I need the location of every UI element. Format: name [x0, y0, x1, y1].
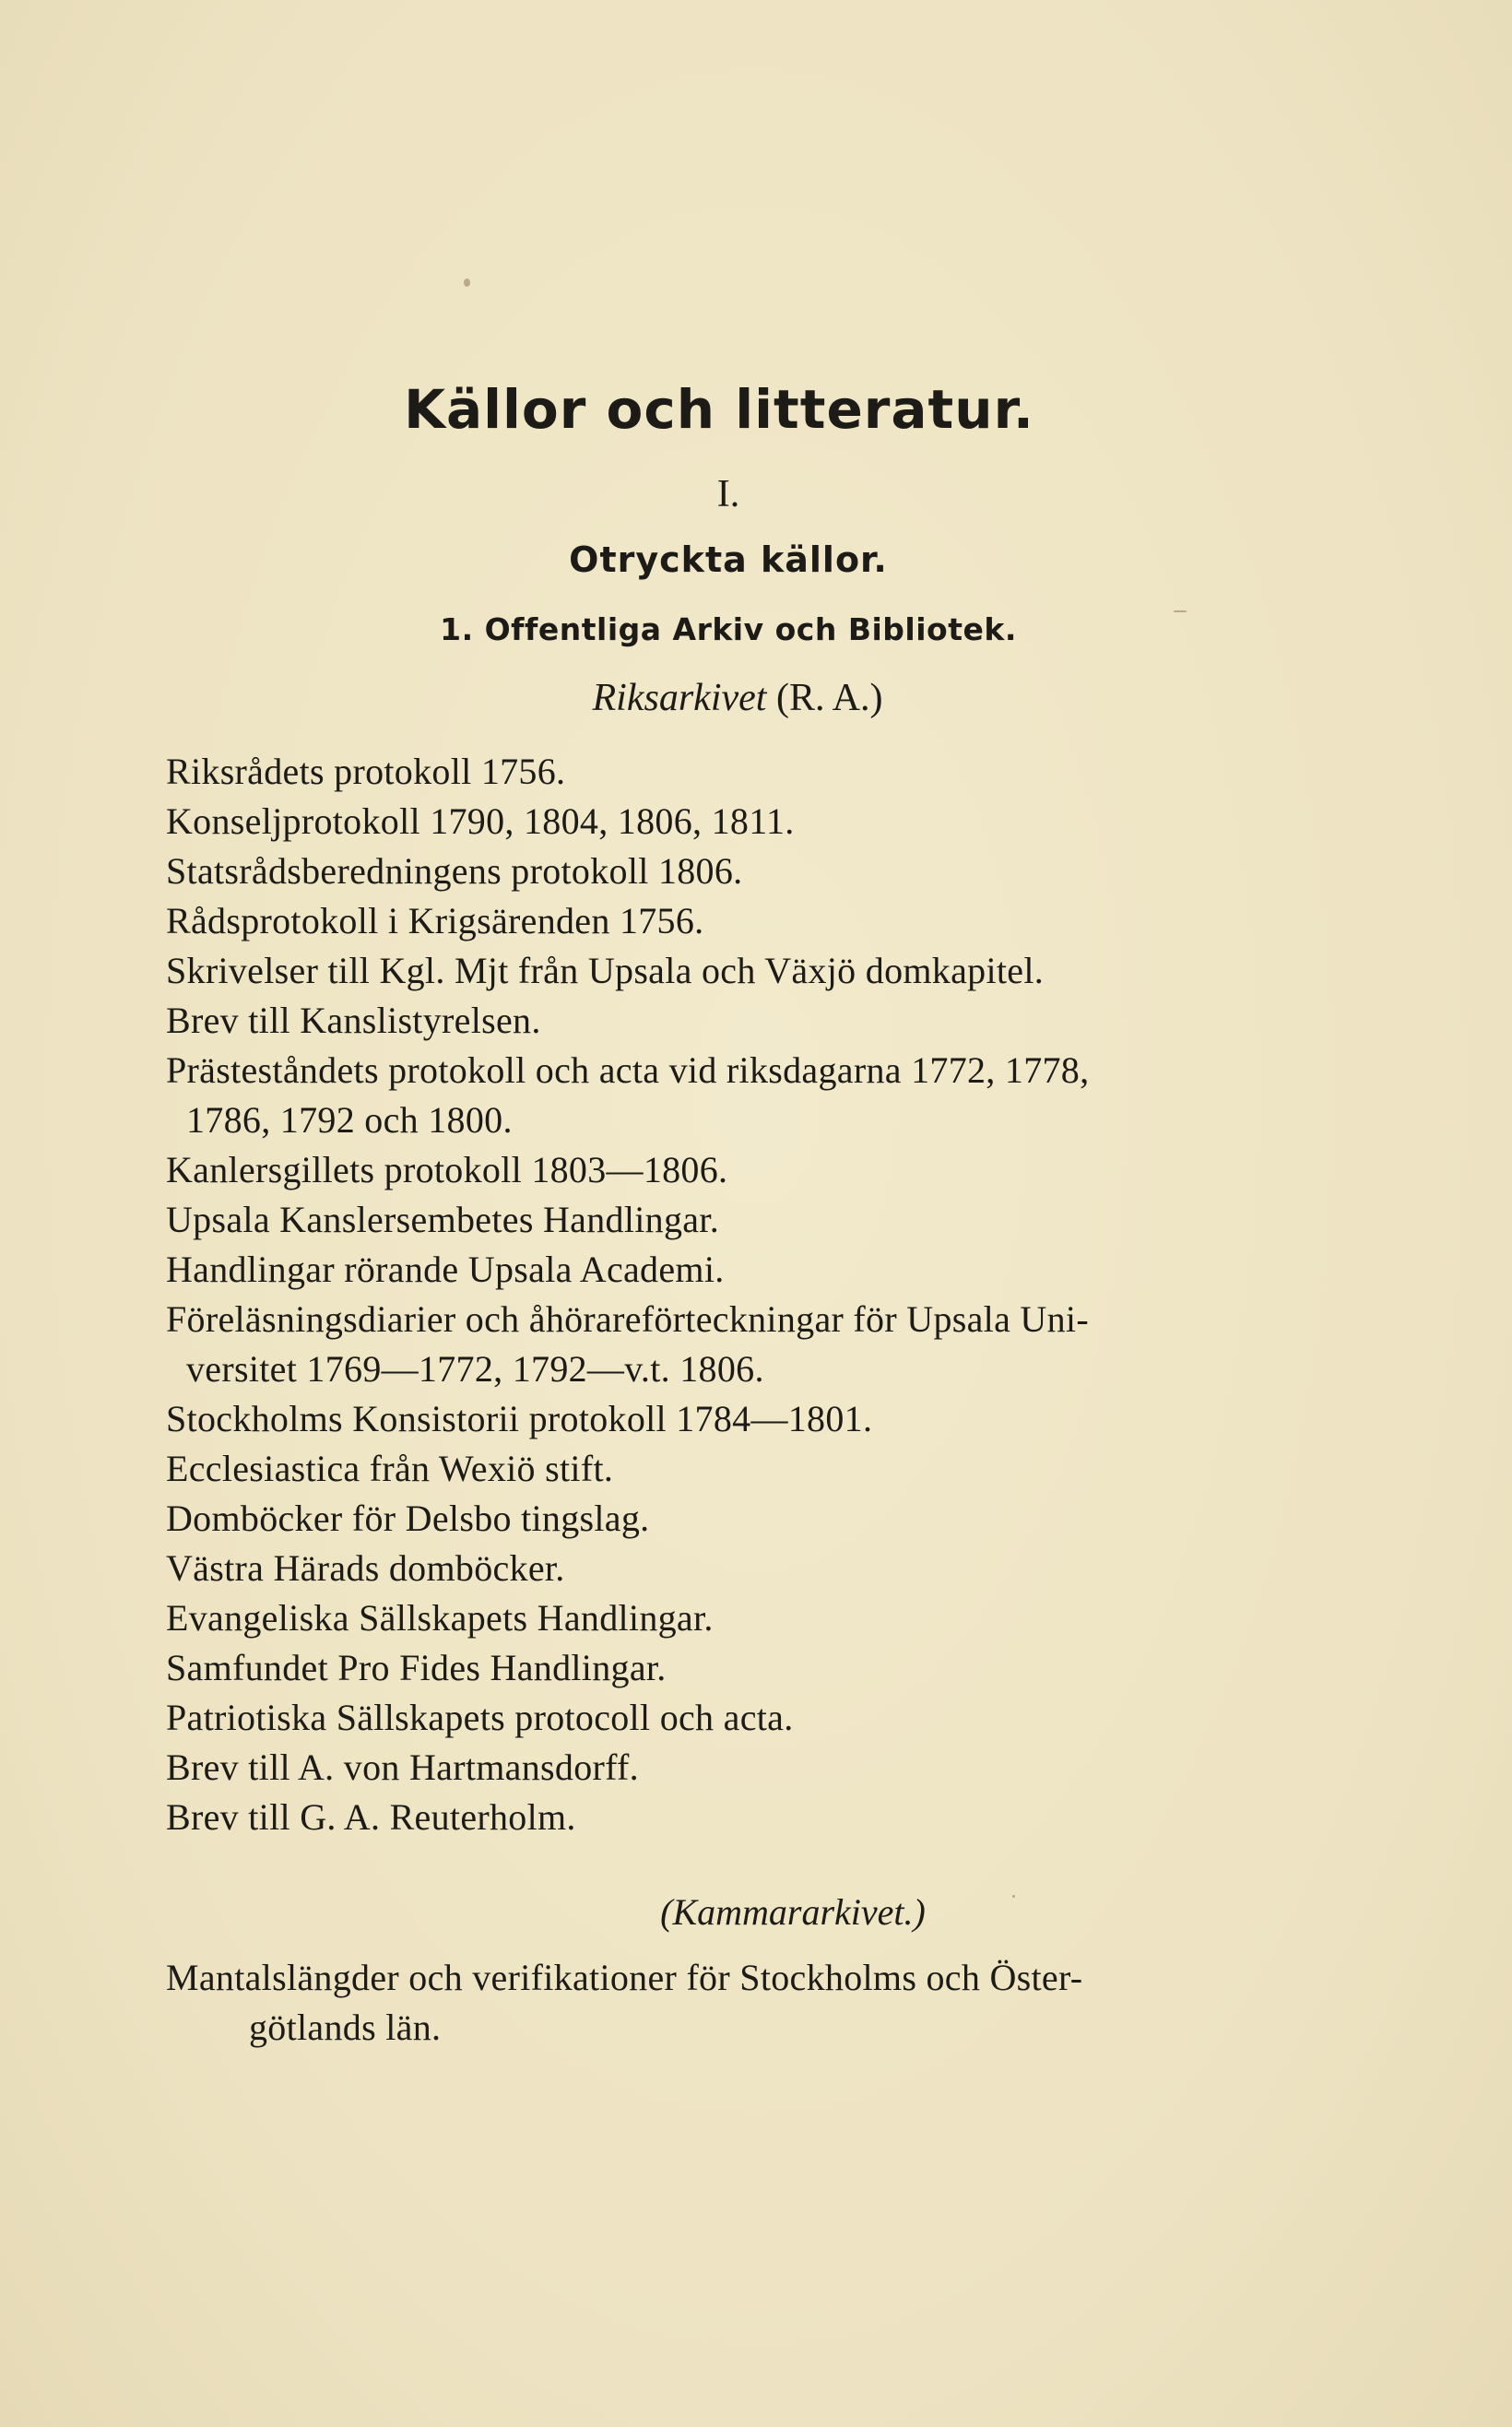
- source-entry: [166, 1743, 1272, 1793]
- source-entry-text: Rådsprotokoll i Krigsärenden 1756.: [166, 900, 704, 941]
- source-entry: [166, 1245, 1272, 1295]
- source-entry-continuation: versitet 1769—1772, 1792—v.t. 1806.: [186, 1348, 764, 1390]
- paper-speck: [464, 278, 470, 287]
- source-entry-text: Kanlersgillets protokoll 1803—1806.: [166, 1149, 728, 1190]
- source-entry-text: Brev till A. von Hartmansdorff.: [166, 1746, 639, 1788]
- archive-name: (Kammararkivet.): [660, 1891, 926, 1933]
- source-entry: [166, 747, 1272, 797]
- archive-name: Riksarkivet: [592, 677, 767, 719]
- source-entry: [166, 1046, 1272, 1145]
- source-entry: [166, 1593, 1272, 1643]
- source-entry-text: Västra Härads domböcker.: [166, 1547, 565, 1589]
- source-entry-text: Evangeliska Sällskapets Handlingar.: [166, 1597, 714, 1639]
- source-entry-text: Prästeståndets protokoll och acta vid riksdagarna 1772, 1778,: [166, 1049, 1090, 1091]
- archive-abbreviation: (R. A.): [775, 677, 883, 719]
- source-entry: [166, 1953, 1272, 2053]
- source-entry: [166, 1394, 1272, 1444]
- archive-heading-kammararkivet: [37, 1890, 1512, 1934]
- source-entry: [166, 996, 1272, 1046]
- source-entry: [166, 846, 1272, 896]
- source-entry-text: Handlingar rörande Upsala Academi.: [166, 1249, 725, 1290]
- source-entry-text: Riksrådets protokoll 1756.: [166, 751, 566, 792]
- source-entry: [166, 946, 1272, 996]
- source-entry: [166, 1693, 1272, 1743]
- source-entry-continuation: 1786, 1792 och 1800.: [186, 1099, 513, 1141]
- source-entry-text: Föreläsningsdiarier och åhörareförteckningar för Upsala Uni-: [166, 1298, 1089, 1340]
- source-entry-text: Konseljprotokoll 1790, 1804, 1806, 1811.: [166, 800, 795, 842]
- source-entry: [166, 797, 1272, 846]
- source-entry: [166, 1145, 1272, 1195]
- source-entry: [166, 1544, 1272, 1593]
- source-entry-text: Skrivelser till Kgl. Mjt från Upsala och Växjö domkapitel.: [166, 950, 1045, 991]
- section-title: 1. Offentliga Arkiv och Bibliotek.: [440, 611, 1017, 647]
- source-entry-text: Brev till G. A. Reuterholm.: [166, 1796, 576, 1838]
- source-entry-text: Upsala Kanslersembetes Handlingar.: [166, 1199, 720, 1240]
- source-entry-text: Patriotiska Sällskapets protocoll och acta.: [166, 1697, 794, 1738]
- source-entry-text: Stockholms Konsistorii protokoll 1784—1801.: [166, 1398, 873, 1439]
- source-entry-text: Samfundet Pro Fides Handlingar.: [166, 1647, 667, 1688]
- source-entry: [166, 896, 1272, 946]
- source-entry-text: Ecclesiastica från Wexiö stift.: [166, 1448, 614, 1489]
- source-entry: [166, 1494, 1272, 1544]
- source-entry-continuation: götlands län.: [249, 2007, 442, 2048]
- part-title: Otryckta källor.: [569, 539, 888, 580]
- source-entry-text: Brev till Kanslistyrelsen.: [166, 1000, 541, 1041]
- source-entry: [166, 1643, 1272, 1693]
- source-entry-text: Statsrådsberedningens protokoll 1806.: [166, 850, 743, 892]
- source-entry: [166, 1295, 1272, 1394]
- source-entry: [166, 1195, 1272, 1245]
- source-list-kammararkivet: [166, 1953, 1272, 2053]
- source-entry: [166, 1444, 1272, 1494]
- source-entry: [166, 1793, 1272, 1842]
- archive-heading-riksarkivet: [0, 676, 1494, 720]
- main-title: Källor och litteratur.: [404, 378, 1034, 441]
- part-number: I.: [716, 473, 740, 515]
- source-list-riksarkivet: [166, 747, 1272, 1842]
- source-entry-text: Domböcker för Delsbo tingslag.: [166, 1498, 650, 1539]
- source-entry-text: Mantalslängder och verifikationer för Stockholms och Öster-: [166, 1957, 1083, 1998]
